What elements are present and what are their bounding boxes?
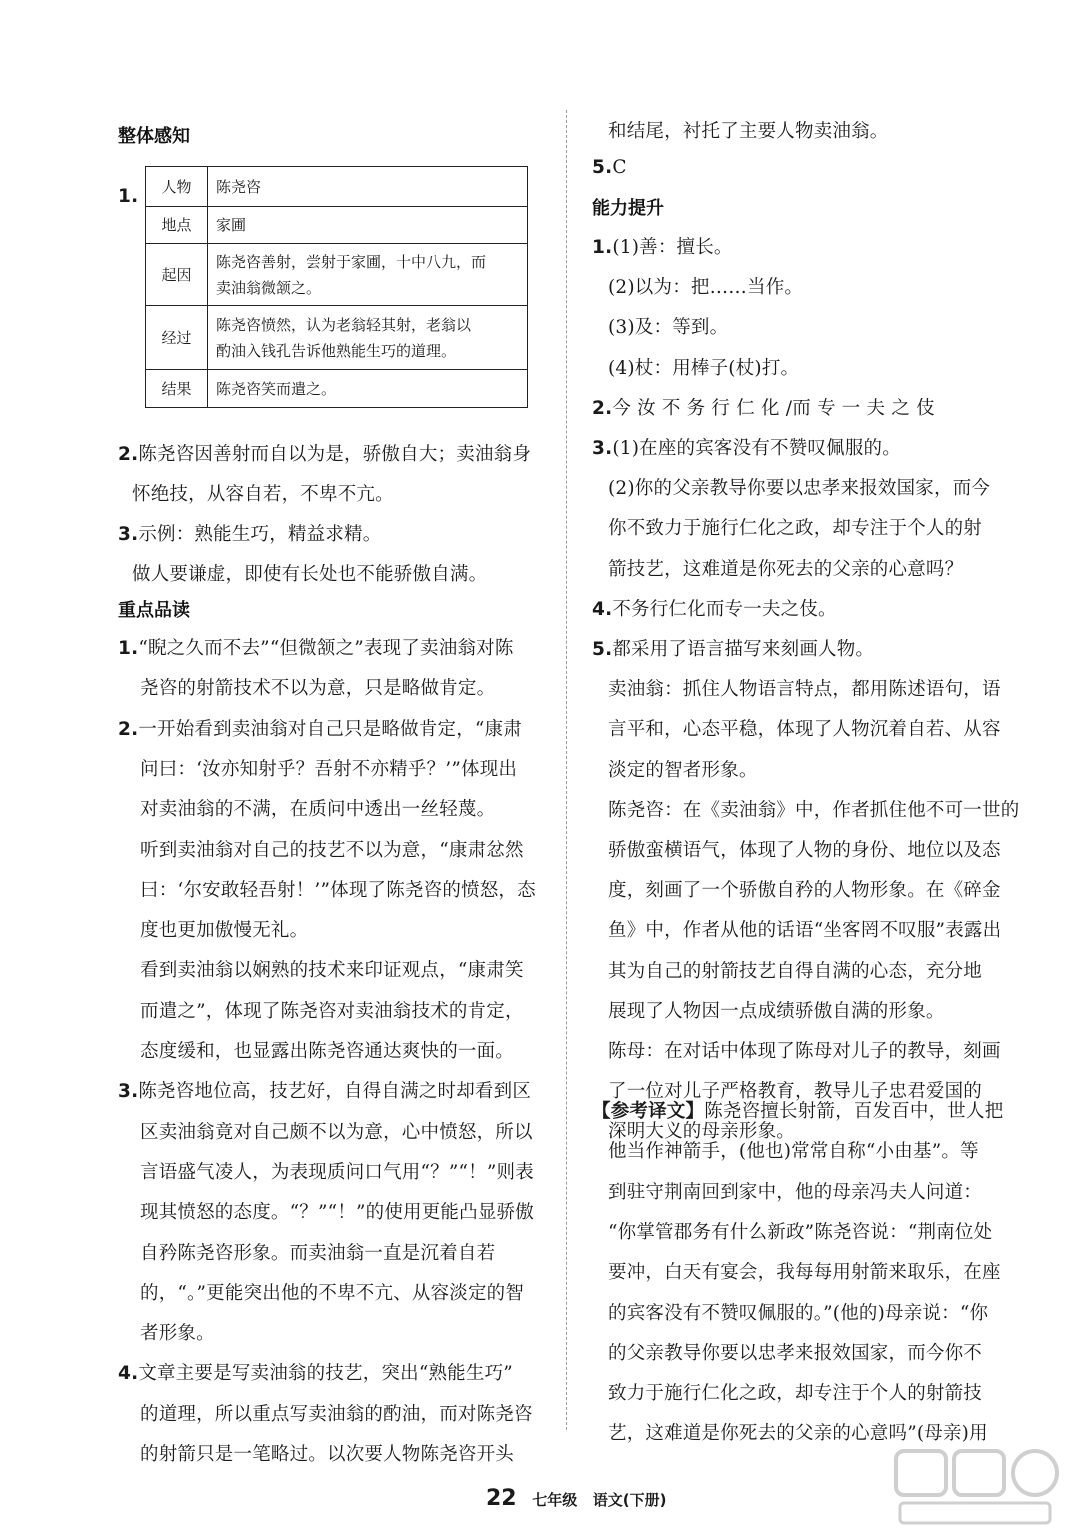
item-text: 度，刻画了一个骄傲自矜的人物形象。在《碎金 (608, 880, 1001, 902)
item-text: 度也更加傲慢无礼。 (140, 920, 309, 942)
summary-row (146, 207, 528, 244)
text-line (140, 1319, 215, 1345)
item-number: 5. (592, 157, 613, 178)
item-text: 言平和，心态平稳，体现了人物沉着自若、从容 (608, 719, 1001, 741)
item-text: 态度缓和，也显露出陈尧咨通达爽快的一面。 (140, 1041, 515, 1062)
text-line (608, 514, 982, 540)
summary-value (208, 370, 528, 408)
summary-value (208, 207, 528, 244)
item-number: 4. (118, 1363, 139, 1385)
item-text: 尧咨的射箭技术不以为意，只是略做肯定。 (140, 678, 496, 700)
item-text: 示例：熟能生巧，精益求精。 (138, 524, 382, 545)
translation-text: “你掌管郡务有什么新政”陈尧咨说：“荆南位处 (608, 1221, 993, 1243)
text-line (140, 997, 524, 1023)
text-line (132, 560, 487, 586)
translation-text: 艺，这难道是你死去的父亲的心意吗”(母亲)用 (608, 1423, 988, 1445)
translation-line (608, 1299, 988, 1325)
summary-key: 结果 (146, 370, 208, 408)
text-line (140, 1118, 533, 1144)
translation-line (592, 1097, 1003, 1123)
item-number: 2. (118, 444, 139, 465)
text-line (140, 1239, 495, 1265)
text-line (608, 313, 728, 339)
text-line (118, 634, 514, 660)
text-line (608, 1037, 1001, 1063)
text-line (140, 1198, 534, 1224)
item-text: 一开始看到卖油翁对自己只是略做肯定，“康肃 (138, 718, 522, 740)
summary-key: 起因 (146, 244, 208, 306)
text-line (118, 1077, 531, 1103)
text-line (118, 715, 522, 741)
section-heading-overall: 整体感知 (118, 126, 190, 147)
item-text: 和结尾，衬托了主要人物卖油翁。 (608, 121, 889, 142)
summary-value-line: 酌油入钱孔告诉他熟能生巧的道理。 (216, 341, 457, 360)
translation-line (608, 1137, 979, 1163)
item-number: 1. (592, 237, 613, 258)
item-text: 不务行仁化而专一夫之伎。 (612, 598, 837, 620)
text-line (140, 1400, 533, 1426)
text-line (608, 997, 945, 1023)
item-text: 的道理，所以重点写卖油翁的酌油，而对陈尧咨 (140, 1403, 533, 1425)
item-text: 鱼》中，作者从他的话语“坐客罔不叹服”表露出 (608, 920, 1002, 942)
text-line (592, 394, 935, 420)
text-line (140, 876, 536, 902)
section-heading-ability: 能力提升 (592, 198, 664, 219)
text-line (608, 715, 1001, 741)
text-line (140, 1279, 524, 1305)
text-line (592, 635, 874, 661)
item-text: (3)及：等到。 (608, 317, 729, 339)
item-text: 怀绝技，从容自若，不卑不亢。 (132, 484, 394, 505)
summary-value-line: 家圃 (216, 216, 247, 234)
page-footer (486, 1486, 677, 1511)
item-text: 做人要谦虚，即使有长处也不能骄傲自满。 (132, 564, 488, 585)
item-text: 看到卖油翁以娴熟的技术来印证观点，“康肃笑 (140, 960, 524, 982)
item-text: 文章主要是写卖油翁的技艺，突出“熟能生巧” (138, 1363, 513, 1385)
text-line (140, 674, 495, 700)
item-text: 现其愤怒的态度。“？”“！”的使用更能凸显骄傲 (140, 1202, 534, 1224)
item-text: 都采用了语言描写来刻画人物。 (612, 639, 875, 660)
text-line (118, 1359, 513, 1385)
text-line (140, 1158, 534, 1184)
item-text: 淡定的智者形象。 (608, 759, 758, 781)
item-text: C (612, 157, 627, 178)
item-text: 问曰：‘汝亦知射乎？吾射不亦精乎？’”体现出 (140, 758, 518, 780)
summary-value (208, 167, 528, 207)
text-line (592, 434, 901, 460)
item-text: (1)在座的宾客没有不赞叹佩服的。 (612, 438, 901, 459)
item-text: 其为自己的射箭技艺自得自满的心态，充分地 (608, 960, 983, 982)
item-text: (2)你的父亲教导你要以忠孝来报效国家，而今 (608, 478, 991, 500)
item-number: 3. (118, 524, 139, 545)
summary-value-line: 陈尧咨愤然，认为老翁轻其射，老翁以 (216, 315, 472, 334)
summary-row (146, 370, 528, 408)
text-line (140, 916, 308, 942)
translation-line (608, 1379, 982, 1405)
item-number: 2. (592, 397, 613, 419)
translation-text: 到驻守荆南回到家中，他的母亲冯夫人问道： (608, 1181, 983, 1203)
summary-key: 人物 (146, 167, 208, 207)
subject-label: 语文(下册) (592, 1491, 667, 1509)
text-line (608, 916, 1001, 942)
translation-line (608, 1218, 992, 1244)
item-number: 3. (118, 1081, 139, 1103)
translation-text: 要冲，白天有宴会，我每每用射箭来取乐，在座 (608, 1262, 1001, 1284)
summary-row (146, 244, 528, 306)
summary-value-line: 卖油翁微颔之。 (216, 278, 322, 297)
text-line (608, 474, 990, 500)
text-line (140, 836, 524, 862)
grade-label: 七年级 (532, 1491, 578, 1509)
item-text: 陈尧咨因善射而自以为是，骄傲自大；卖油翁身 (138, 444, 532, 465)
summary-value (208, 306, 528, 370)
translation-text: 他当作神箭手，(他也)常常自称“小由基”。等 (608, 1141, 979, 1163)
item-text: 区卖油翁竟对自己颇不以为意，心中愤怒，所以 (140, 1121, 533, 1143)
column-divider (566, 110, 567, 1430)
item-text: 骄傲蛮横语气，体现了人物的身份、地位以及态 (608, 840, 1001, 861)
item-text: 听到卖油翁对自己的技艺不以为意，“康肃忿然 (140, 839, 524, 861)
translation-text: 致力于施行仁化之政，却专注于个人的射箭技 (608, 1383, 983, 1405)
text-line (608, 796, 1019, 822)
item-text: 卖油翁：抓住人物语言特点，都用陈述语句，语 (608, 679, 1001, 701)
text-line (132, 480, 394, 506)
text-line (592, 595, 837, 621)
text-line (592, 157, 627, 178)
item-text: 言语盛气凌人，为表现质问口气用“？”“！”则表 (140, 1161, 534, 1183)
text-line (608, 354, 799, 380)
text-line (118, 520, 381, 546)
text-line (118, 440, 531, 466)
item-text: (1)善：擅长。 (612, 237, 733, 258)
text-line (592, 233, 733, 259)
item-text: 陈母：在对话中体现了陈母对儿子的教导，刻画 (608, 1041, 1001, 1062)
item-text: 展现了人物因一点成绩骄傲自满的形象。 (608, 1000, 945, 1022)
summary-value-line: 陈尧咨笑而遣之。 (216, 379, 337, 398)
item-text: 的，“。”更能突出他的不卑不亢、从容淡定的智 (140, 1282, 525, 1304)
translation-label: 【参考译文】 (592, 1101, 705, 1122)
item-text: 曰：‘尔安敢轻吾射！’”体现了陈尧咨的愤怒，态 (140, 879, 536, 901)
item-number: 1. (118, 638, 139, 659)
text-line (140, 1037, 514, 1063)
translation-text: 的宾客没有不赞叹佩服的。”(他的)母亲说：“你 (608, 1302, 989, 1324)
item-number: 3. (592, 438, 613, 459)
question-number: 1. (118, 186, 139, 207)
text-line (608, 756, 758, 782)
item-text: (2)以为：把……当作。 (608, 277, 804, 299)
item-text: 陈尧咨地位高，技艺好，自得自满之时却看到区 (138, 1081, 532, 1103)
item-number: 4. (592, 598, 613, 620)
text-line (608, 675, 1001, 701)
item-text: 陈尧咨：在《卖油翁》中，作者抓住他不可一世的 (608, 799, 1020, 821)
translation-text: 的父亲教导你要以忠孝来报效国家，而今你不 (608, 1342, 983, 1364)
text-line (608, 836, 1001, 862)
item-text: 而遣之”，体现了陈尧咨对卖油翁技术的肯定， (140, 1000, 524, 1022)
text-line (608, 957, 982, 983)
item-text: 的射箭只是一笔略过。以次要人物陈尧咨开头 (140, 1444, 515, 1465)
item-text: “睨之久而不去”“但微颔之”表现了卖油翁对陈 (138, 638, 514, 659)
text-line (140, 956, 524, 982)
text-line (140, 795, 495, 821)
translation-line (608, 1419, 988, 1445)
summary-key: 地点 (146, 207, 208, 244)
section-heading-key: 重点品读 (118, 600, 190, 621)
watermark-logo (890, 1445, 1065, 1530)
summary-row (146, 306, 528, 370)
text-line (608, 876, 1001, 902)
item-number: 2. (118, 718, 139, 740)
text-line (608, 117, 889, 143)
item-text: 者形象。 (140, 1323, 215, 1345)
item-text: 对卖油翁的不满，在质问中透出一丝轻蔑。 (140, 799, 496, 821)
text-line (608, 273, 803, 299)
item-text: 深明大义的母亲形象。 (608, 1121, 796, 1143)
item-text: 了一位对儿子严格教育，教导儿子忠君爱国的 (608, 1081, 983, 1103)
summary-value-line: 陈尧咨 (216, 177, 262, 196)
page-number: 22 (486, 1486, 517, 1511)
item-number: 5. (592, 639, 613, 660)
item-text: (4)杖：用棒子(杖)打。 (608, 357, 800, 379)
summary-table (145, 166, 528, 408)
item-text: 今 汝 不 务 行 仁 化 /而 专 一 夫 之 伎 (612, 397, 935, 419)
summary-value-line: 陈尧咨善射，尝射于家圃，十中八九，而 (216, 252, 487, 271)
translation-line (608, 1178, 982, 1204)
item-text: 箭技艺，这难道是你死去的父亲的心意吗？ (608, 558, 964, 580)
text-line (608, 555, 963, 581)
summary-value (208, 244, 528, 306)
item-text: 你不致力于施行仁化之政，却专注于个人的射 (608, 518, 983, 540)
translation-line (608, 1339, 982, 1365)
translation-text: 陈尧咨擅长射箭，百发百中，世人把 (704, 1101, 1004, 1122)
item-text: 自矜陈尧咨形象。而卖油翁一直是沉着自若 (140, 1242, 496, 1264)
summary-key: 经过 (146, 306, 208, 370)
text-line (140, 755, 517, 781)
translation-line (608, 1258, 1001, 1284)
text-line (140, 1440, 514, 1466)
summary-row (146, 167, 528, 207)
